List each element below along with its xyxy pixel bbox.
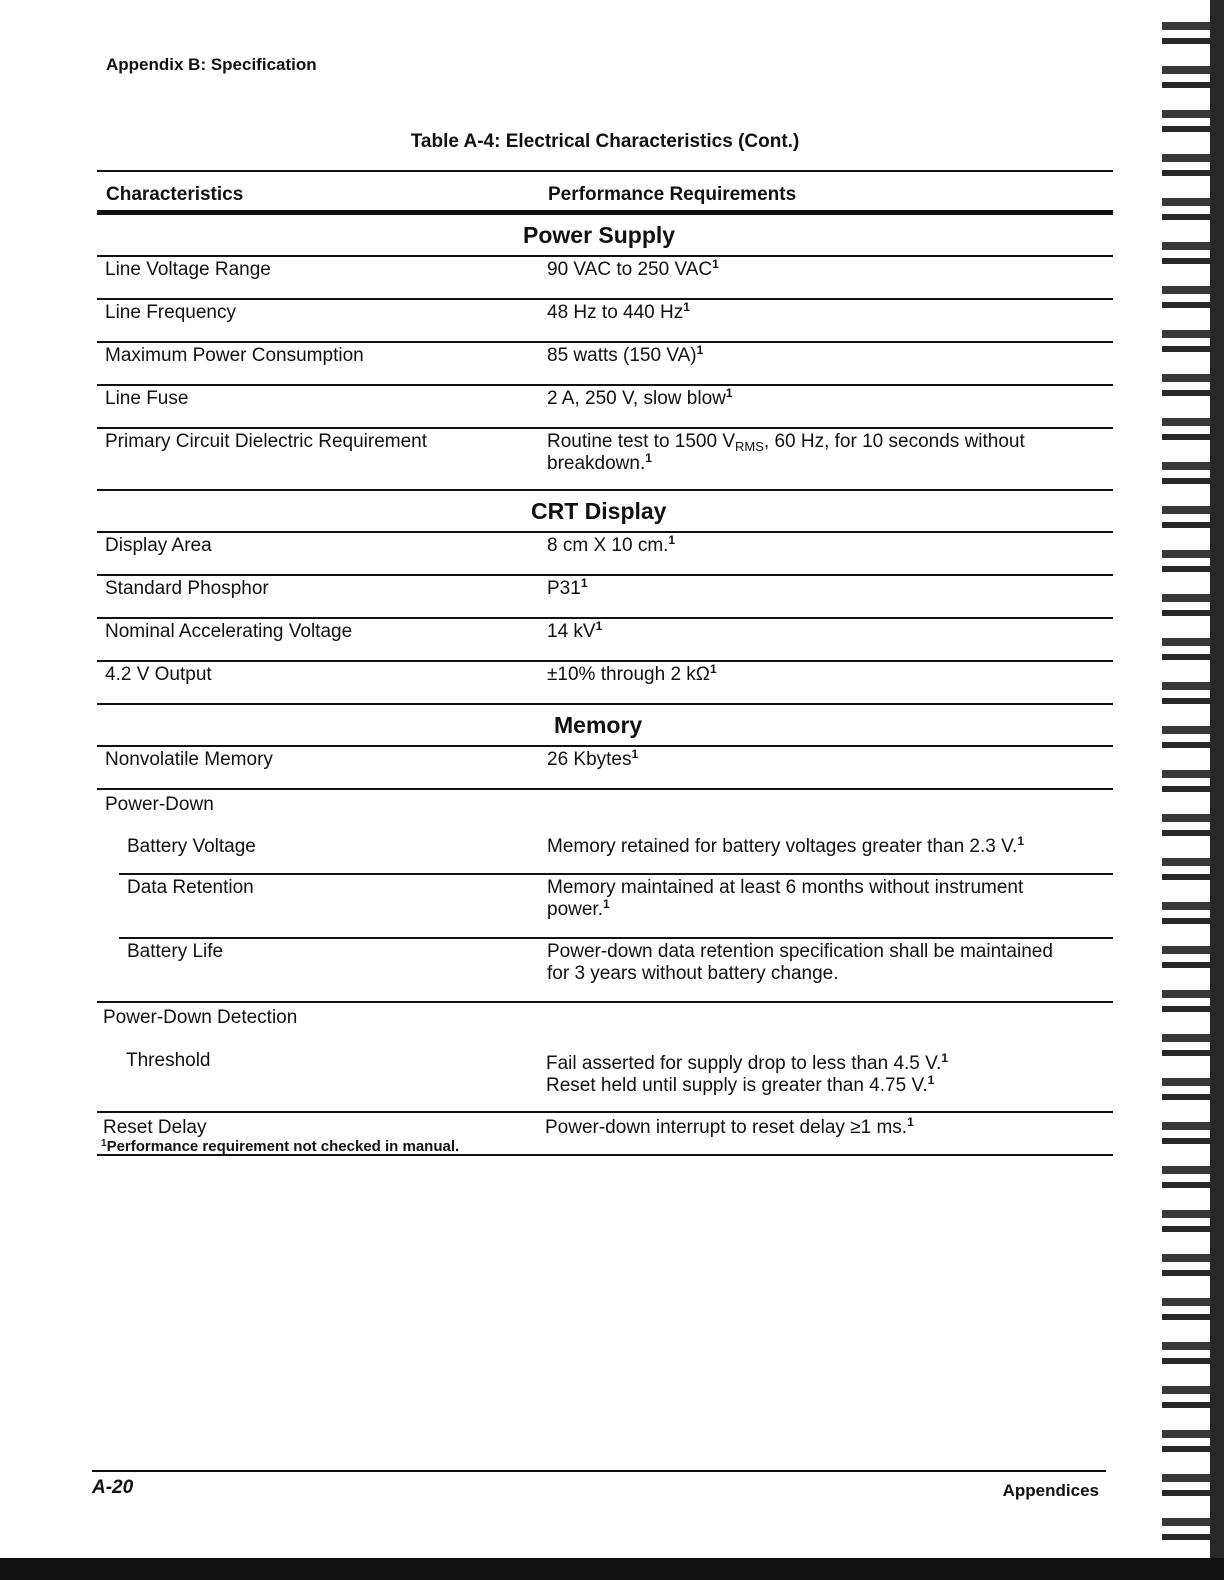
row-label: Threshold <box>126 1050 211 1071</box>
row-value <box>539 749 1107 788</box>
footnote <box>101 1138 459 1155</box>
table-row <box>97 619 1113 660</box>
table-title: Table A-4: Electrical Characteristics (Cont.) <box>410 131 800 152</box>
table-row <box>97 875 1113 937</box>
row-value-empty <box>539 794 1107 832</box>
row-value-line-2 <box>546 1075 1106 1097</box>
row-value <box>538 1050 1106 1111</box>
section-title: CRT Display <box>531 498 667 524</box>
row-label: Power-Down Detection <box>103 1007 298 1028</box>
row-value-text: Power-down interrupt to reset delay ≥1 ms. <box>545 1117 908 1138</box>
row-label: Nonvolatile Memory <box>105 749 273 770</box>
footnote-ref: 1 <box>696 343 704 357</box>
row-value <box>539 664 1107 703</box>
row-value-text: 85 watts (150 VA) <box>547 345 697 366</box>
footnote-ref: 1 <box>1017 834 1025 848</box>
section-title: Power Supply <box>523 222 676 248</box>
row-value <box>539 535 1107 574</box>
section-power-supply <box>97 215 1113 255</box>
row-label: Standard Phosphor <box>105 578 269 599</box>
footnote-ref: 1 <box>683 300 690 314</box>
row-label: Battery Life <box>127 941 224 962</box>
table-row <box>97 343 1113 384</box>
column-header-characteristics: Characteristics <box>106 184 244 205</box>
row-value-empty <box>537 1007 1105 1045</box>
row-value <box>539 259 1107 298</box>
footnote-ref: 1 <box>595 619 603 633</box>
row-label: Power-Down <box>105 794 214 815</box>
row-label: Line Frequency <box>105 302 236 323</box>
table-row <box>97 939 1113 1001</box>
row-value <box>539 345 1107 384</box>
row-value-line-2: for 3 years without battery change. <box>547 963 839 984</box>
footer-section-name: Appendices <box>1002 1481 1099 1500</box>
table-row <box>97 576 1113 617</box>
footnote-ref: 1 <box>725 386 733 400</box>
row-value-text: 90 VAC to 250 VAC <box>547 259 713 280</box>
row-value-text: power. <box>547 899 603 920</box>
footnote-marker: 1 <box>101 1138 107 1149</box>
row-value-text: 14 kV <box>547 621 596 642</box>
row-value <box>537 1117 1105 1154</box>
column-header-performance: Performance Requirements <box>548 184 797 205</box>
table-row-group-heading <box>97 1003 1113 1045</box>
footnote-ref: 1 <box>712 257 719 271</box>
scan-bottom-edge <box>0 1558 1224 1580</box>
row-value-line-2 <box>547 453 1107 475</box>
row-value <box>539 431 1107 489</box>
subscript-rms: RMS <box>735 439 764 454</box>
row-value-text: Power-down data retention specification shall be maintained <box>547 941 1053 962</box>
table-row <box>97 257 1113 298</box>
table-row <box>97 832 1113 873</box>
footer-rule <box>92 1470 1106 1472</box>
row-value-line-2 <box>547 899 1107 921</box>
row-value <box>539 621 1107 660</box>
row-value <box>539 578 1107 617</box>
footnote-ref: 1 <box>907 1115 914 1129</box>
table-row <box>97 747 1113 788</box>
footnote-ref: 1 <box>631 747 639 761</box>
footnote-text: Performance requirement not checked in manual. <box>106 1138 460 1155</box>
row-value-text: , 60 Hz, for 10 seconds without <box>763 431 1025 452</box>
row-value-text: Routine test to 1500 V <box>547 431 736 452</box>
row-value <box>539 941 1107 1001</box>
row-value-text: ±10% through 2 kΩ <box>547 664 711 685</box>
row-value-text: Memory retained for battery voltages greater than 2.3 V. <box>547 836 1018 857</box>
table-row <box>97 429 1113 489</box>
row-value <box>539 836 1107 873</box>
table-row <box>97 1045 1113 1111</box>
row-value-text: 2 A, 250 V, slow blow <box>547 388 726 409</box>
row-value-text: Reset held until supply is greater than 4.75 V. <box>546 1075 928 1096</box>
running-header: Appendix B: Specification <box>106 55 317 74</box>
row-value-text: 26 Kbytes <box>547 749 632 770</box>
row-label: Reset Delay <box>103 1117 207 1138</box>
footnote-ref: 1 <box>668 533 676 547</box>
row-value <box>539 302 1107 341</box>
row-label: Primary Circuit Dielectric Requirement <box>105 431 428 452</box>
row-value-text: 8 cm X 10 cm. <box>547 535 669 556</box>
row-value-text: Fail asserted for supply drop to less than 4.5 V. <box>546 1053 942 1074</box>
row-label: Line Voltage Range <box>105 259 271 280</box>
footnote-ref: 1 <box>710 662 717 676</box>
row-value-text: Memory maintained at least 6 months without instrument <box>547 877 1024 898</box>
section-memory <box>97 705 1113 745</box>
footnote-ref: 1 <box>927 1073 935 1087</box>
row-label: Maximum Power Consumption <box>105 345 364 366</box>
table-row <box>97 533 1113 574</box>
row-value <box>539 877 1107 937</box>
row-label: Battery Voltage <box>127 836 256 857</box>
footnote-ref: 1 <box>602 897 610 911</box>
page-number: A-20 <box>92 1477 134 1498</box>
table-row <box>97 300 1113 341</box>
row-value-text: 48 Hz to 440 Hz <box>547 302 684 323</box>
row-label: 4.2 V Output <box>105 664 212 685</box>
row-label: Display Area <box>105 535 212 556</box>
column-header-row <box>97 172 1113 210</box>
row-label: Nominal Accelerating Voltage <box>105 621 353 642</box>
spec-table <box>97 170 1113 1156</box>
footnote-ref: 1 <box>580 576 588 590</box>
row-value-text: breakdown. <box>547 453 646 474</box>
section-crt-display <box>97 491 1113 531</box>
table-row <box>97 662 1113 703</box>
row-label: Data Retention <box>127 877 254 898</box>
scanned-binding-edge <box>1162 0 1224 1580</box>
table-row <box>97 386 1113 427</box>
footnote-ref: 1 <box>645 451 652 465</box>
section-title: Memory <box>554 712 643 738</box>
row-value-text: P31 <box>547 578 581 599</box>
table-row-group-heading <box>97 790 1113 832</box>
footnote-ref: 1 <box>941 1051 949 1065</box>
row-value <box>539 388 1107 427</box>
row-label: Line Fuse <box>105 388 189 409</box>
binding-spine <box>1210 0 1224 1580</box>
